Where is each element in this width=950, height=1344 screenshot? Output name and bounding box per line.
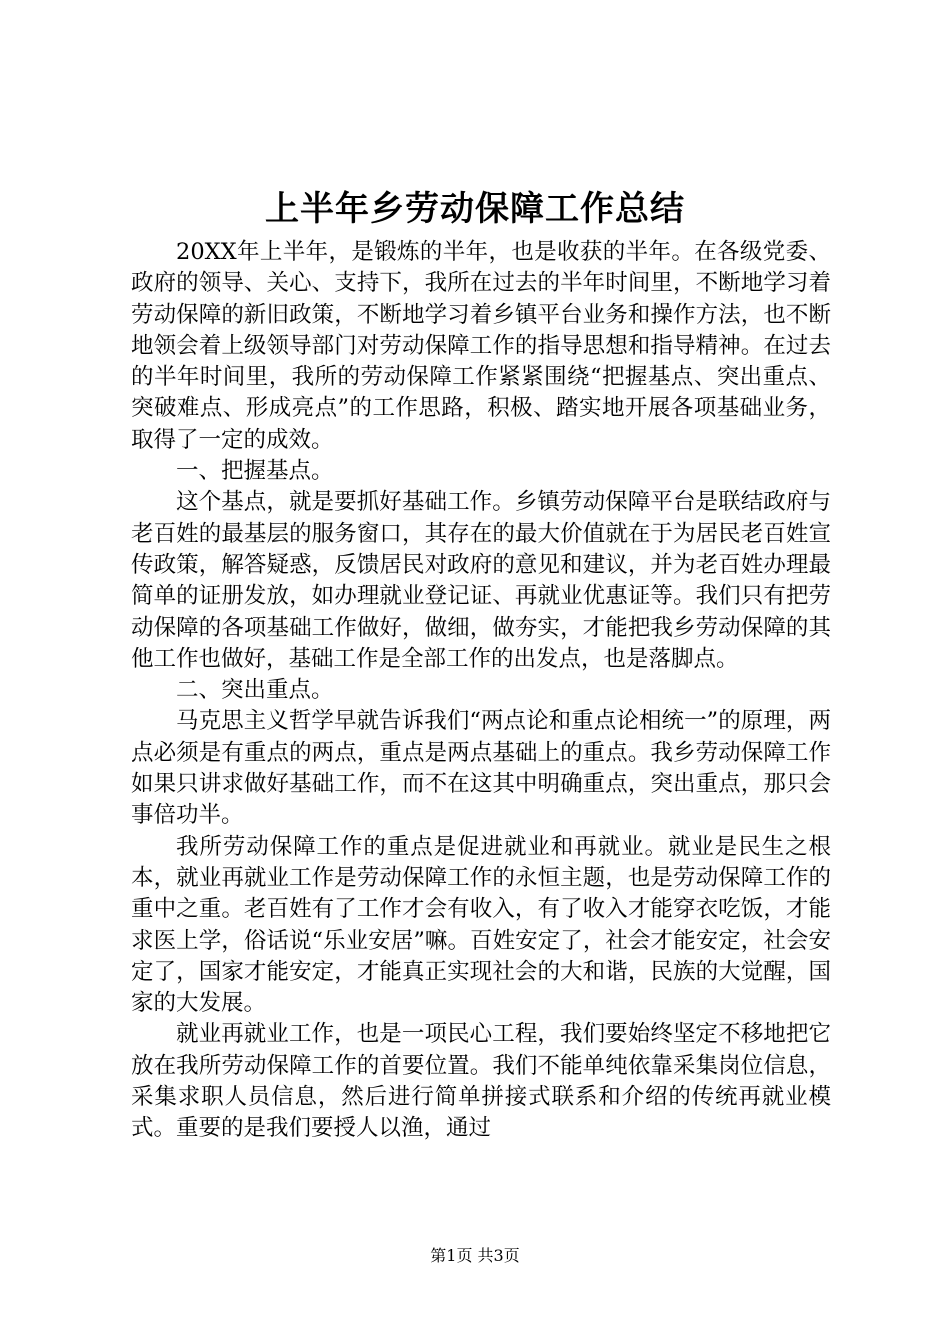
paragraph-section-1: 这个基点，就是要抓好基础工作。乡镇劳动保障平台是联结政府与老百姓的最基层的服务窗口，其存在的最大价值就在于为居民老百姓宣传政策，解答疑惑，反馈居民对政府的意见和建议，并为老百姓办理最简单的证册发放，如办理就业登记证、再就业优惠证等。我们只有把劳动保障的各项基础工作做好，做细，做夯实，才能把我乡劳动保障的其他工作也做好，基础工作是全部工作的出发点，也是落脚点。 bbox=[131, 489, 831, 672]
document-body bbox=[131, 237, 831, 1145]
page-footer: 第1页 共3页 bbox=[430, 1246, 520, 1265]
paragraph-section-2b: 我所劳动保障工作的重点是促进就业和再就业。就业是民生之根本，就业再就业工作是劳动保障工作的永恒主题，也是劳动保障工作的重中之重。老百姓有了工作才会有收入，有了收入才能穿衣吃饭，才能求医上学，俗话说“乐业安居”嘛。百姓安定了，社会才能安定，社会安定了，国家才能安定，才能真正实现社会的大和谐，民族的大觉醒，国家的大发展。 bbox=[131, 833, 831, 1017]
paragraph-section-2c: 就业再就业工作，也是一项民心工程，我们要始终坚定不移地把它放在我所劳动保障工作的首要位置。我们不能单纯依靠采集岗位信息，采集求职人员信息，然后进行简单拼接式联系和介绍的传统再就业模式。重要的是我们要授人以渔，通过 bbox=[131, 1021, 831, 1142]
section-heading-1: 一、把握基点。 bbox=[176, 458, 334, 485]
paragraph-section-2a: 马克思主义哲学早就告诉我们“两点论和重点论相统一”的原理，两点必须是有重点的两点，重点是两点基础上的重点。我乡劳动保障工作如果只讲求做好基础工作，而不在这其中明确重点，突出重点，那只会事倍功半。 bbox=[131, 708, 831, 829]
document-title: 上半年乡劳动保障工作总结 bbox=[265, 189, 685, 229]
section-heading-2: 二、突出重点。 bbox=[176, 677, 334, 704]
paragraph-intro: 20XX年上半年，是锻炼的半年，也是收获的半年。在各级党委、政府的领导、关心、支持下，我所在过去的半年时间里，不断地学习着劳动保障的新旧政策，不断地学习着乡镇平台业务和操作方法，也不断地领会着上级领导部门对劳动保障工作的指导思想和指导精神。在过去的半年时间里，我所的劳动保障工作紧紧围绕“把握基点、突出重点、突破难点、形成亮点”的工作思路，积极、踏实地开展各项基础业务，取得了一定的成效。 bbox=[131, 239, 831, 453]
